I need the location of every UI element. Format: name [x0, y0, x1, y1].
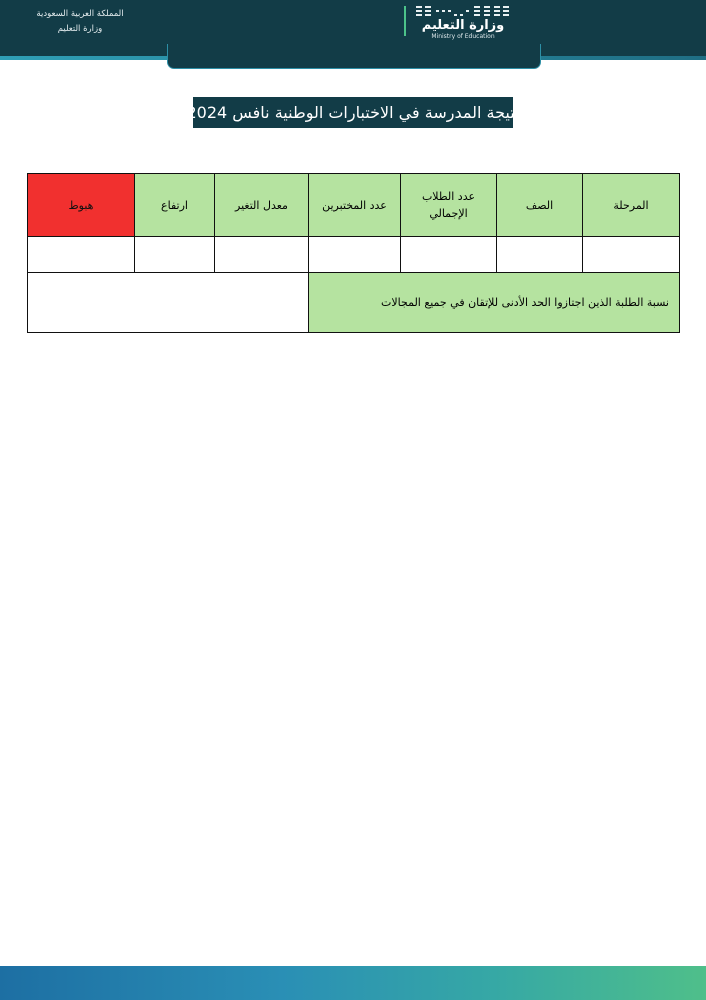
- header-tab: [167, 44, 541, 69]
- summary-label: نسبة الطلبة الذين اجتازوا الحد الأدنى للإتقان في جميع المجالات: [309, 273, 680, 333]
- cell-change-rate: [215, 237, 309, 273]
- ministry-logo: [402, 2, 514, 42]
- summary-row: [28, 273, 680, 333]
- kingdom-name: المملكة العربية السعودية: [36, 9, 124, 19]
- footer-band: [0, 966, 706, 1000]
- cell-grade: [497, 237, 583, 273]
- logo-accent-bar: [404, 6, 406, 36]
- header-total-students: عدد الطلاب الإجمالي: [401, 174, 497, 237]
- cell-decrease: [28, 237, 135, 273]
- ministry-text: [20, 7, 140, 37]
- ministry-name: وزارة التعليم: [57, 24, 103, 34]
- logo-arabic-text: وزارة التعليم: [421, 18, 505, 33]
- table-row: [28, 237, 680, 273]
- cell-tested-count: [309, 237, 401, 273]
- cell-increase: [135, 237, 215, 273]
- table-header-row: [28, 174, 680, 237]
- header-grade: الصف: [497, 174, 583, 237]
- results-table: [27, 173, 680, 333]
- header-stage: المرحلة: [583, 174, 680, 237]
- header-increase: ارتفاع: [135, 174, 215, 237]
- summary-value: [28, 273, 309, 333]
- header-change-rate: معدل التغير: [215, 174, 309, 237]
- logo-english-text: Ministry of Education: [431, 33, 495, 40]
- header-decrease: هبوط: [28, 174, 135, 237]
- cell-stage: [583, 237, 680, 273]
- cell-total-students: [401, 237, 497, 273]
- header-tested-count: عدد المختبرين: [309, 174, 401, 237]
- page-title: نتيجة المدرسة في الاختبارات الوطنية نافس 2024: [193, 97, 513, 128]
